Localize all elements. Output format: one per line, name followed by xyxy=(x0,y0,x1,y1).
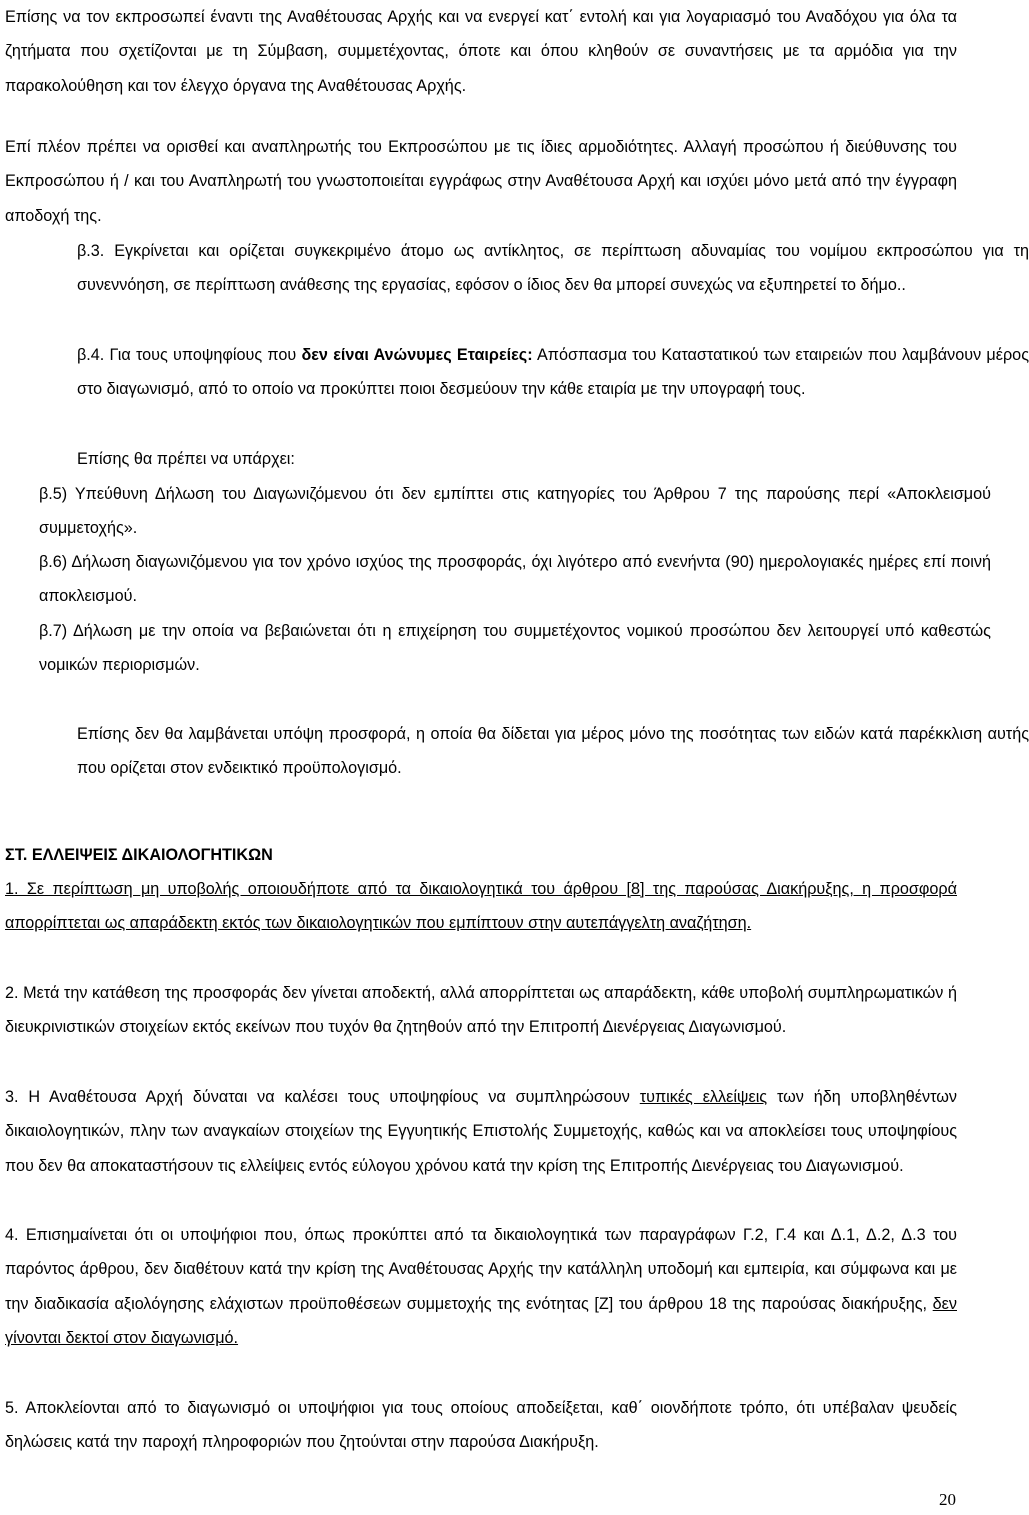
paragraph-b5: β.5) Υπεύθυνη Δήλωση του Διαγωνιζόμενου ότι δεν εμπίπτει στις κατηγορίες του Άρθρου 7 της παρούσης περί «Αποκλεισμού συμμετοχής». xyxy=(39,485,991,538)
list-item-3 xyxy=(5,1080,957,1183)
paragraph-also-required: Επίσης θα πρέπει να υπάρχει: xyxy=(77,450,295,468)
list-item-3-rest: των ήδη υποβληθέντων δικαιολογητικών, πλην των αναγκαίων στοιχείων της Εγγυητικής Επιστολής Συμμετοχής, καθώς και να αποκλείσει τους υποψηφίους που δεν θα αποκαταστήσουν τις ελλείψεις εντός εύλογου χρόνου κατά την κρίση της Επιτροπής Διενέργειας του Διαγωνισμού. xyxy=(5,1088,957,1175)
paragraph-b4-bold: δεν είναι Ανώνυμες Εταιρείες: xyxy=(301,346,533,364)
list-item-3-underlined: τυπικές ελλείψεις xyxy=(639,1088,768,1106)
paragraph-b4-intro: β.4. Για τους υποψηφίους που xyxy=(77,346,302,364)
list-item-5: 5. Αποκλείονται από το διαγωνισμό οι υποψήφιοι για τους οποίους αποδείξεται, καθ΄ οιονδήποτε τρόπο, ότι υπέβαλαν ψευδείς δηλώσεις κατά την παροχή πληροφοριών που ζητούνται στην παρούσα Διακήρυξη. xyxy=(5,1399,957,1452)
paragraph-b6: β.6) Δήλωση διαγωνιζόμενου για τον χρόνο ισχύος της προσφοράς, όχι λιγότερο από ενενήντα (90) ημερολογιακές ημέρες επί ποινή αποκλεισμού. xyxy=(39,553,991,606)
paragraph-b3: β.3. Εγκρίνεται και ορίζεται συγκεκριμένο άτομο ως αντίκλητος, σε περίπτωση αδυναμίας του νομίμου εκπροσώπου για τη συνεννόηση, σε περίπτωση ανάθεσης της εργασίας, εφόσον ο ίδιος δεν θα μπορεί συνεχώς να εξυπηρετεί το δήμο.. xyxy=(77,242,1029,295)
paragraph-b4-rest: Απόσπασμα του Καταστατικού των εταιρειών που λαμβάνουν μέρος στο διαγωνισμό, από το οποίο να προκύπτει ποιοι δεσμεύουν την κάθε εταιρία με την υπογραφή τους. xyxy=(77,346,1029,399)
paragraph-partial-offer: Επίσης δεν θα λαμβάνεται υπόψη προσφορά, η οποία θα δίδεται για μέρος μόνο της ποσότητας των ειδών κατά παρέκκλιση αυτής που ορίζεται στον ενδεικτικό προϋπολογισμό. xyxy=(77,725,1029,778)
list-item-1: 1. Σε περίπτωση μη υποβολής οποιουδήποτε από τα δικαιολογητικά του άρθρου [8] της παρούσας Διακήρυξης, η προσφορά απορρίπτεται ως απαράδεκτη εκτός των δικαιολογητικών που εμπίπτουν στην αυτεπάγγελτη αναζήτηση. xyxy=(5,880,957,933)
list-item-4-text: 4. Επισημαίνεται ότι οι υποψήφιοι που, όπως προκύπτει από τα δικαιολογητικά των παραγράφων Γ.2, Γ.4 και Δ.1, Δ.2, Δ.3 του παρόντος άρθρου, δεν διαθέτουν κατά την κρίση της Αναθέτουσας Αρχής την κατάλληλη υποδομή και εμπειρία, και σύμφωνα και με την διαδικασία αξιολόγησης ελάχιστων προϋποθέσεων συμμετοχής της ενότητας [Ζ] του άρθρου 18 της παρούσας διακήρυξης, xyxy=(5,1226,957,1313)
list-item-4 xyxy=(5,1218,957,1356)
section-heading: ΣΤ. ΕΛΛΕΙΨΕΙΣ ΔΙΚΑΙΟΛΟΓΗΤΙΚΩΝ xyxy=(5,846,273,864)
paragraph-b7: β.7) Δήλωση με την οποία να βεβαιώνεται ότι η επιχείρηση του συμμετέχοντος νομικού προσώπου δεν λειτουργεί υπό καθεστώς νομικών περιορισμών. xyxy=(39,622,991,675)
paragraph-representative: Επίσης να τον εκπροσωπεί έναντι της Αναθέτουσας Αρχής και να ενεργεί κατ΄ εντολή και για λογαριασμό του Αναδόχου για όλα τα ζητήματα που σχετίζονται με τη Σύμβαση, συμμετέχοντας, όποτε και όπου κληθούν σε συναντήσεις με τα αρμόδια για την παρακολούθηση και τον έλεγχο όργανα της Αναθέτουσας Αρχής. xyxy=(5,8,957,95)
list-item-4-underlined: δεν γίνονται δεκτοί στον διαγωνισμό. xyxy=(5,1294,957,1348)
page-number: 20 xyxy=(939,1490,956,1509)
list-item-3-intro: 3. Η Αναθέτουσα Αρχή δύναται να καλέσει τους υποψηφίους να συμπληρώσουν xyxy=(5,1088,640,1106)
paragraph-substitute: Επί πλέον πρέπει να ορισθεί και αναπληρωτής του Εκπροσώπου με τις ίδιες αρμοδιότητες. Αλλαγή προσώπου ή διεύθυνσης του Εκπροσώπου ή / και του Αναπληρωτή του γνωστοποιείται εγγράφως στην Αναθέτουσα Αρχή και ισχύει μόνο μετά από την έγγραφη αποδοχή της. xyxy=(5,138,957,225)
paragraph-b4 xyxy=(5,338,1029,407)
list-item-2: 2. Μετά την κατάθεση της προσφοράς δεν γίνεται αποδεκτή, αλλά απορρίπτεται ως απαράδεκτη, κάθε υποβολή συμπληρωματικών ή διευκρινιστικών στοιχείων εκτός εκείνων που τυχόν θα ζητηθούν από την Επιτροπή Διενέργειας Διαγωνισμού. xyxy=(5,984,957,1037)
